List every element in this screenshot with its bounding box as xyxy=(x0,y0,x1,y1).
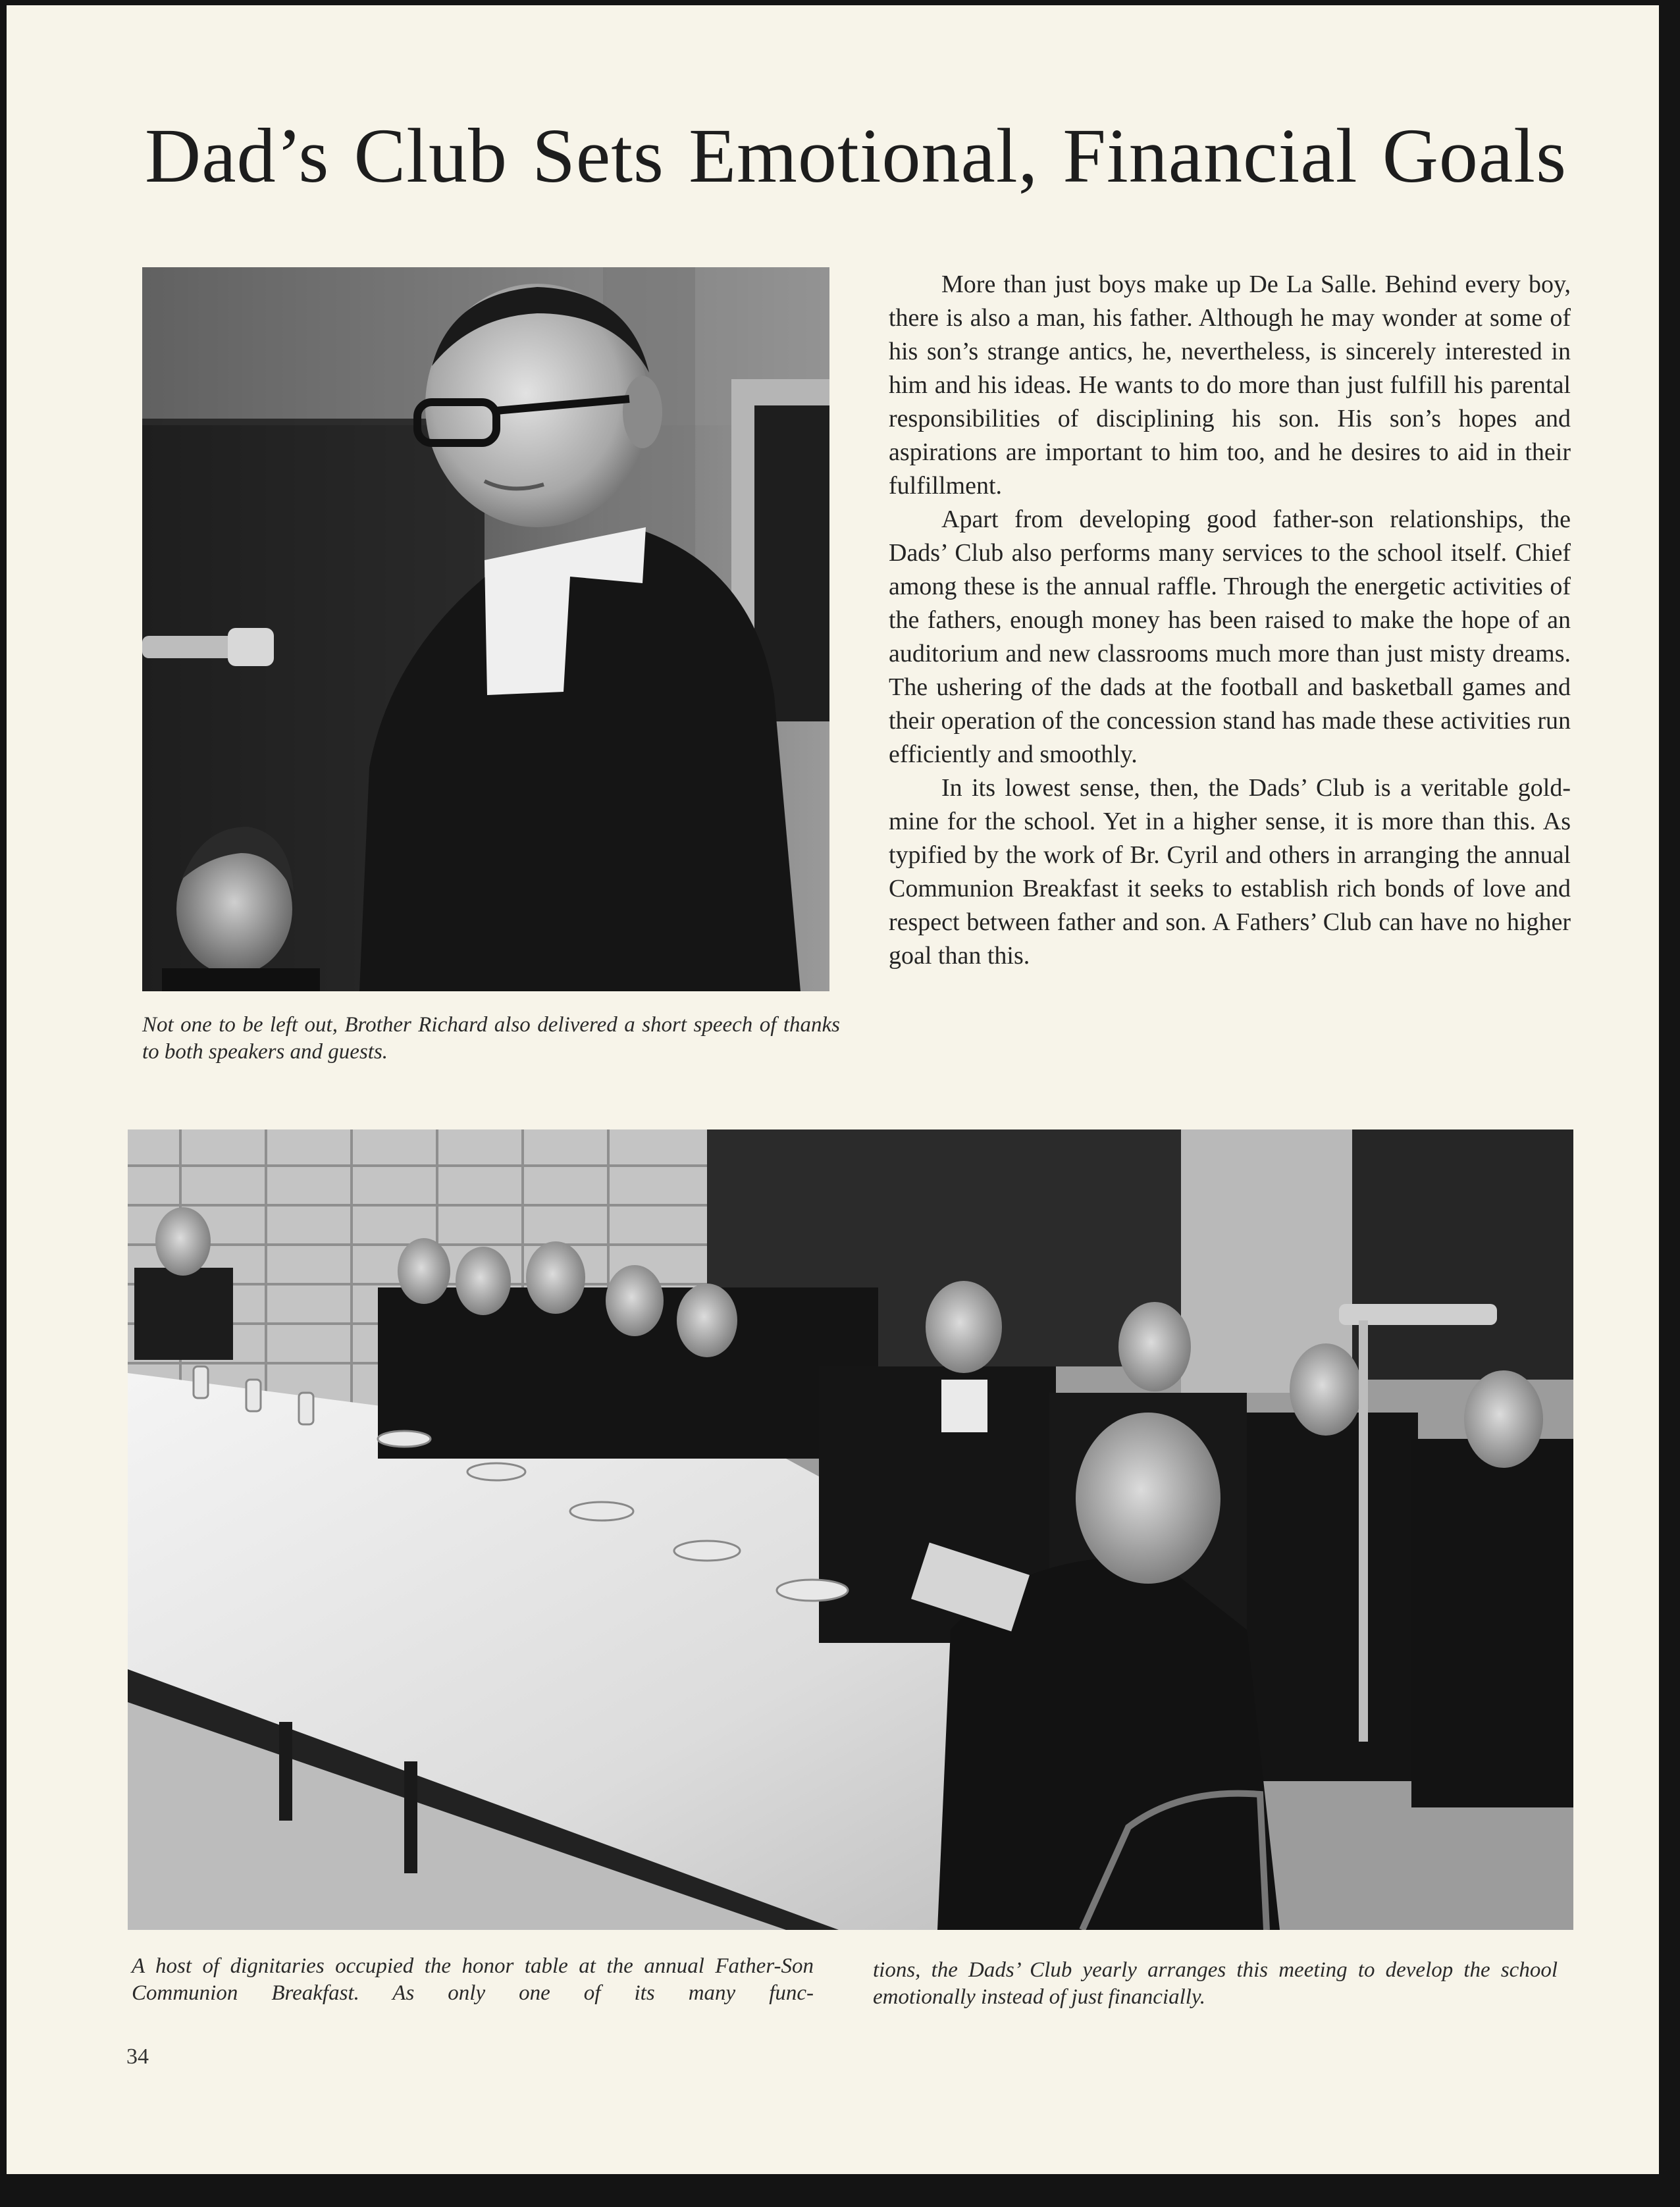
article-body xyxy=(889,268,1571,973)
page-number: 34 xyxy=(126,2044,149,2069)
bottom-photo-caption-right: tions, the Dads’ Club yearly arranges this meeting to develop the school emotionally instead of just financially. xyxy=(873,1958,1558,2009)
article-paragraph: More than just boys make up De La Salle. Behind every boy, there is also a man, his father. Although he may wonder at some of his son’s strange antics, he, nevertheless, is sincerely interested in him and his ideas. He wants to do more than just fulfill his parental responsibilities of disciplining his son. His son’s hopes and aspirations are important to him too, and he desires to aid in their fulfillment. xyxy=(889,271,1571,500)
honor-table-photo xyxy=(128,1129,1573,1930)
yearbook-page xyxy=(7,5,1659,2174)
article-paragraph: Apart from developing good father-son relationships, the Dads’ Club also performs many services to the school itself. Chief among these is the annual raffle. Through the energetic activities of the fathers, enough money has been raised to make the hope of an auditorium and new classrooms much more than just misty dreams. The ushering of the dads at the football and basketball games and their operation of the concession stand has made these activities run efficiently and smoothly. xyxy=(889,506,1571,768)
bottom-photo-caption-left: A host of dignitaries occupied the honor table at the annual Father-Son Communion Breakfast. As only one of its many func- xyxy=(132,1954,814,2005)
article-paragraph: In its lowest sense, then, the Dads’ Club is a veritable gold-mine for the school. Yet in a higher sense, it is more than this. As typified by the work of Br. Cyril and others in arranging the annual Communion Breakfast it seeks to establish rich bonds of love and respect between father and son. A Fathers’ Club can have no higher goal than this. xyxy=(889,774,1571,970)
top-photo-caption: Not one to be left out, Brother Richard also delivered a short speech of thanks to both speakers and guests. xyxy=(142,1013,840,1064)
speaker-photo xyxy=(142,267,829,991)
headline: Dad’s Club Sets Emotional, Financial Goals xyxy=(145,113,1567,199)
